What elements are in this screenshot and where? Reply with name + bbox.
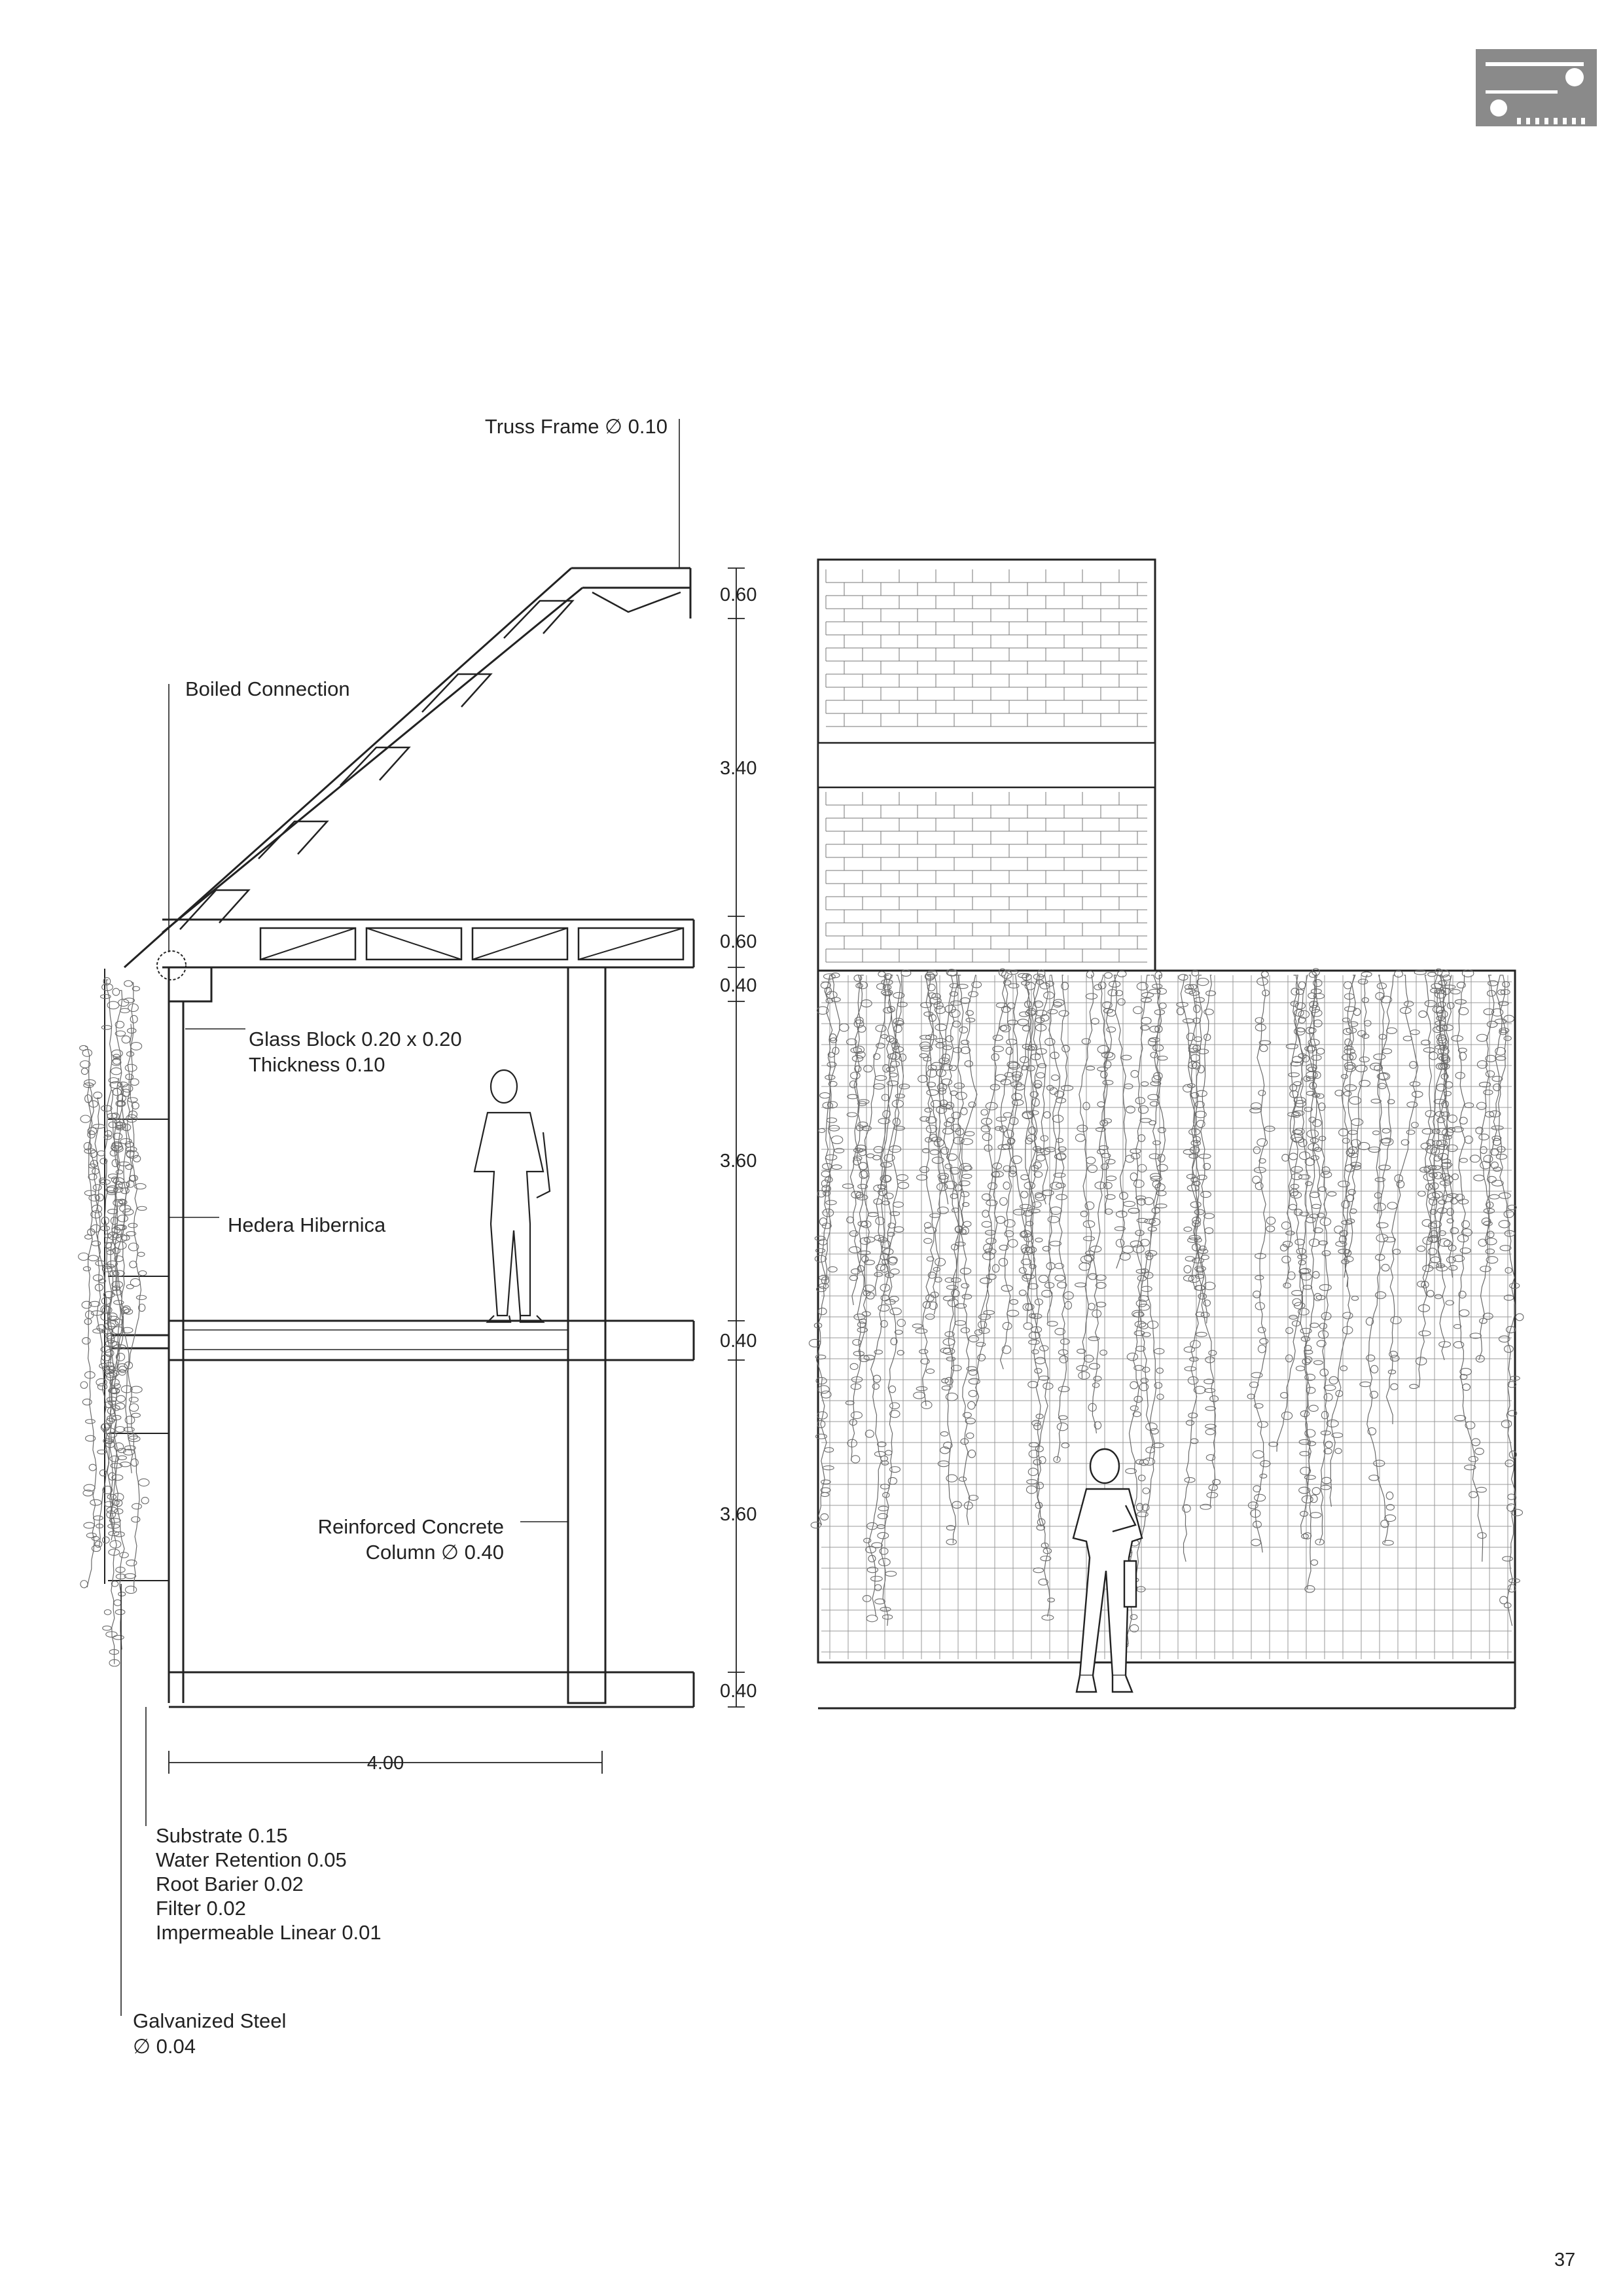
label-layer-water-retention: Water Retention 0.05 bbox=[156, 1848, 347, 1871]
leader-lines bbox=[121, 419, 679, 2016]
label-truss-frame: Truss Frame ∅ 0.10 bbox=[484, 415, 668, 438]
ground-slab bbox=[169, 1672, 694, 1707]
dim-0-60-top: 0.60 bbox=[720, 584, 757, 605]
glass-block-wall bbox=[169, 967, 211, 1703]
dim-width-4-00: 4.00 bbox=[366, 1753, 404, 1774]
dim-3-60-upper: 3.60 bbox=[720, 1151, 757, 1172]
trellis-grid bbox=[821, 975, 1512, 1659]
dim-0-40-floor-slab: 0.40 bbox=[720, 1331, 757, 1352]
vertical-dimension-line bbox=[728, 568, 745, 1707]
label-galvanized-steel: Galvanized Steel bbox=[133, 2009, 287, 2032]
label-glass-block: Glass Block 0.20 x 0.20 bbox=[249, 1028, 462, 1050]
label-reinforced-concrete: Reinforced Concrete bbox=[317, 1515, 504, 1538]
bolted-connection-marker bbox=[157, 951, 186, 980]
green-grid-facade bbox=[809, 969, 1524, 1708]
label-layer-substrate: Substrate 0.15 bbox=[156, 1824, 288, 1847]
annotation-labels bbox=[133, 415, 1575, 2270]
page-number: 37 bbox=[1554, 2250, 1576, 2270]
brick-volume bbox=[818, 560, 1155, 971]
concrete-column bbox=[568, 967, 605, 1703]
label-layer-root-barrier: Root Barier 0.02 bbox=[156, 1873, 304, 1895]
label-hedera-hibernica: Hedera Hibernica bbox=[228, 1213, 386, 1236]
dim-0-40-ground-slab: 0.40 bbox=[720, 1681, 757, 1702]
hedera-ivy-left bbox=[79, 978, 149, 1666]
building-elevation bbox=[809, 560, 1524, 1708]
label-layer-impermeable: Impermeable Linear 0.01 bbox=[156, 1921, 382, 1944]
building-section bbox=[79, 419, 745, 2016]
dim-0-60-bottom: 0.60 bbox=[720, 931, 757, 952]
person-figure-elevation bbox=[1073, 1449, 1142, 1692]
truss-roof bbox=[124, 568, 694, 967]
header-logo-icon bbox=[1476, 49, 1597, 126]
dim-3-40: 3.40 bbox=[720, 758, 757, 779]
dim-3-60-lower: 3.60 bbox=[720, 1504, 757, 1525]
label-boiled-connection: Boiled Connection bbox=[185, 677, 350, 700]
label-column-diameter: Column ∅ 0.40 bbox=[365, 1541, 504, 1564]
dim-0-40-roof-slab: 0.40 bbox=[720, 975, 757, 996]
label-glass-block-thickness: Thickness 0.10 bbox=[249, 1053, 385, 1076]
person-figure bbox=[474, 1070, 550, 1322]
label-layer-filter: Filter 0.02 bbox=[156, 1897, 246, 1920]
label-galvanized-diameter: ∅ 0.04 bbox=[133, 2035, 196, 2058]
